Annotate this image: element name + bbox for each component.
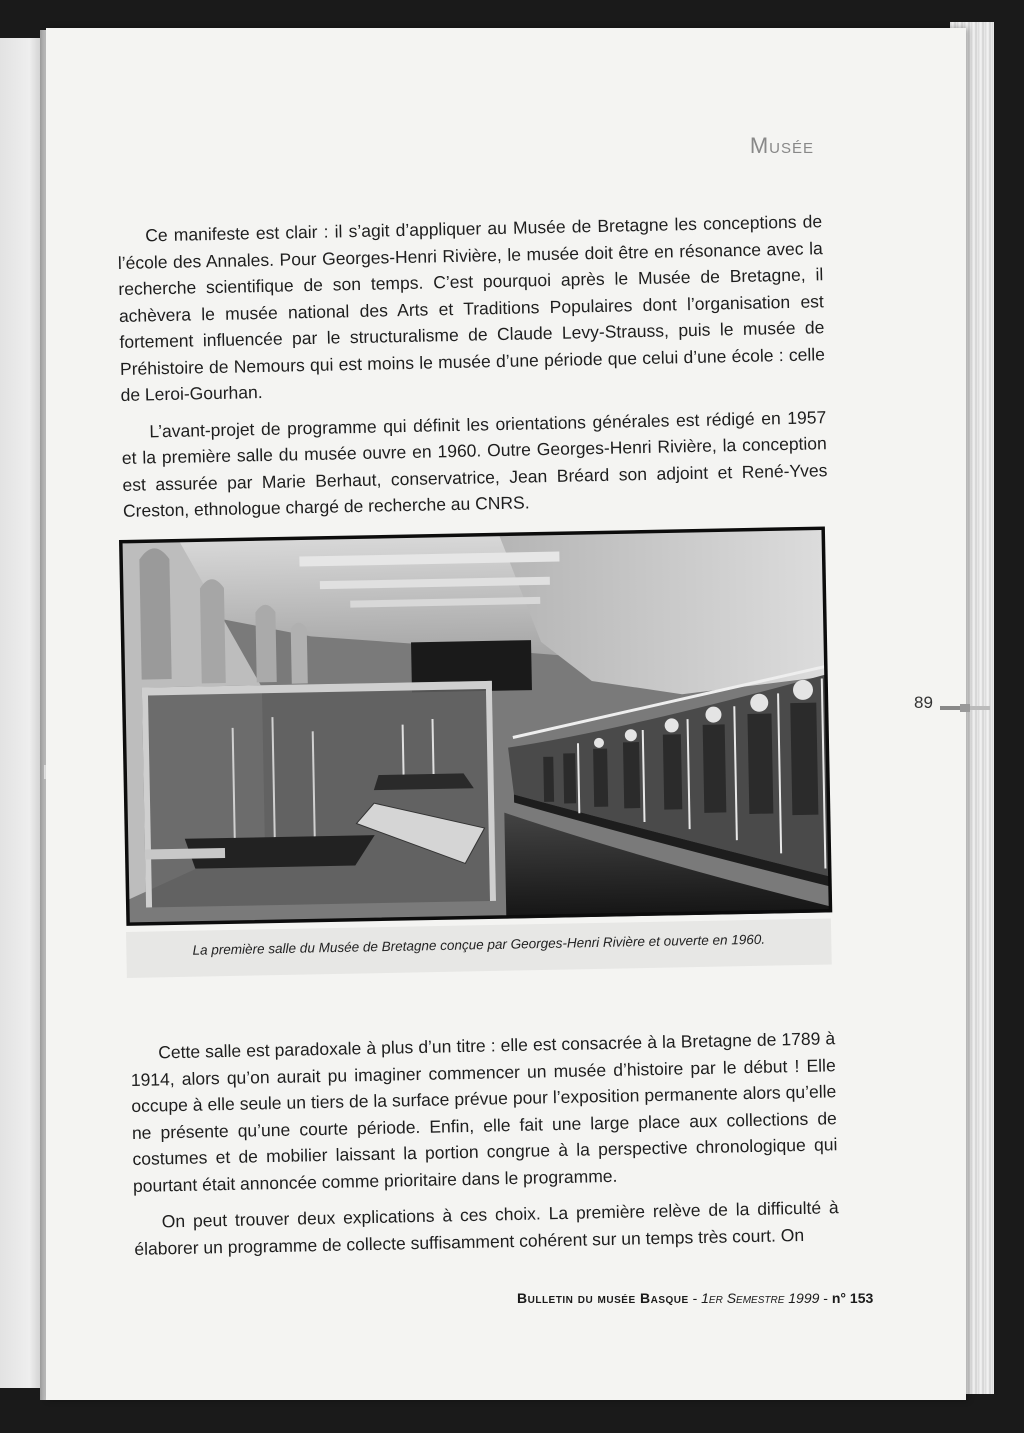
- footer-issue-number: n° 153: [831, 1290, 874, 1306]
- footer-separator: -: [688, 1290, 702, 1306]
- folio-tab-mark: [940, 703, 990, 713]
- running-head: Musée: [749, 133, 814, 158]
- gallery-photo-illustration: [119, 526, 832, 925]
- footer-semester: 1er Semestre 1999: [701, 1290, 820, 1306]
- text-block-bottom: [130, 1025, 840, 1272]
- facing-page-edge: [0, 38, 42, 1388]
- footer-journal-title: Bulletin du musée Basque: [517, 1290, 689, 1306]
- paragraph: L’avant-projet de programme qui définit les orientations générales est rédigé en 1957 et la première salle du musée ouvre en 1960. Outre Georges-Henri Rivière, la conception est assurée par Marie Berhaut, conservatrice, Jean Bréard son adjoint et René-Yves Creston, ethnologue chargé de recherche au CNRS.: [121, 406, 828, 521]
- text-block-top: [117, 208, 828, 534]
- paragraph: Ce manifeste est clair : il s’agit d’appliquer au Musée de Bretagne les conceptions de l’école des Annales. Pour Georges-Henri Rivière, le musée doit être en résonance avec la recherche scientifique de son temps. C’est pourquoi après le Musée de Bretagne, il achèvera le musée national des Arts et Traditions Populaires dont l’organisation est fortement influencée par le structuralisme de Claude Levy-Strauss, puis le musée de Préhistoire de Nemours qui est moins le musée d’une période que celui d’une école : celle de Leroi-Gourhan.: [117, 211, 826, 405]
- photo-caption: La première salle du Musée de Bretagne conçue par Georges-Henri Rivière et ouverte en 1960.: [192, 931, 766, 958]
- page-number: 89: [914, 693, 933, 712]
- paragraph: On peut trouver deux explications à ces choix. La première relève de la difficulté à élaborer un programme de collecte suffisamment cohérent sur un temps très court. On: [134, 1197, 839, 1259]
- caption-band: [126, 918, 832, 978]
- paragraph: Cette salle est paradoxale à plus d’un titre : elle est consacrée à la Bretagne de 1789 à 1914, alors qu’on aurait pu imaginer commencer un musée d’histoire par le début ! Elle occupe à elle seule un tiers de la surface prévue pour l’exposition permanente alors qu’elle ne présente qu’une courte période. Enfin, elle fait une large place aux collections de costumes et de mobilier laissant la portion congrue à la perspective chronologique qui pourtant était annoncée comme prioritaire dans le programme.: [130, 1028, 838, 1196]
- footer-separator: -: [819, 1290, 832, 1306]
- page-footer: [517, 1290, 873, 1306]
- museum-photograph: [119, 526, 832, 925]
- book-page: [46, 28, 966, 1400]
